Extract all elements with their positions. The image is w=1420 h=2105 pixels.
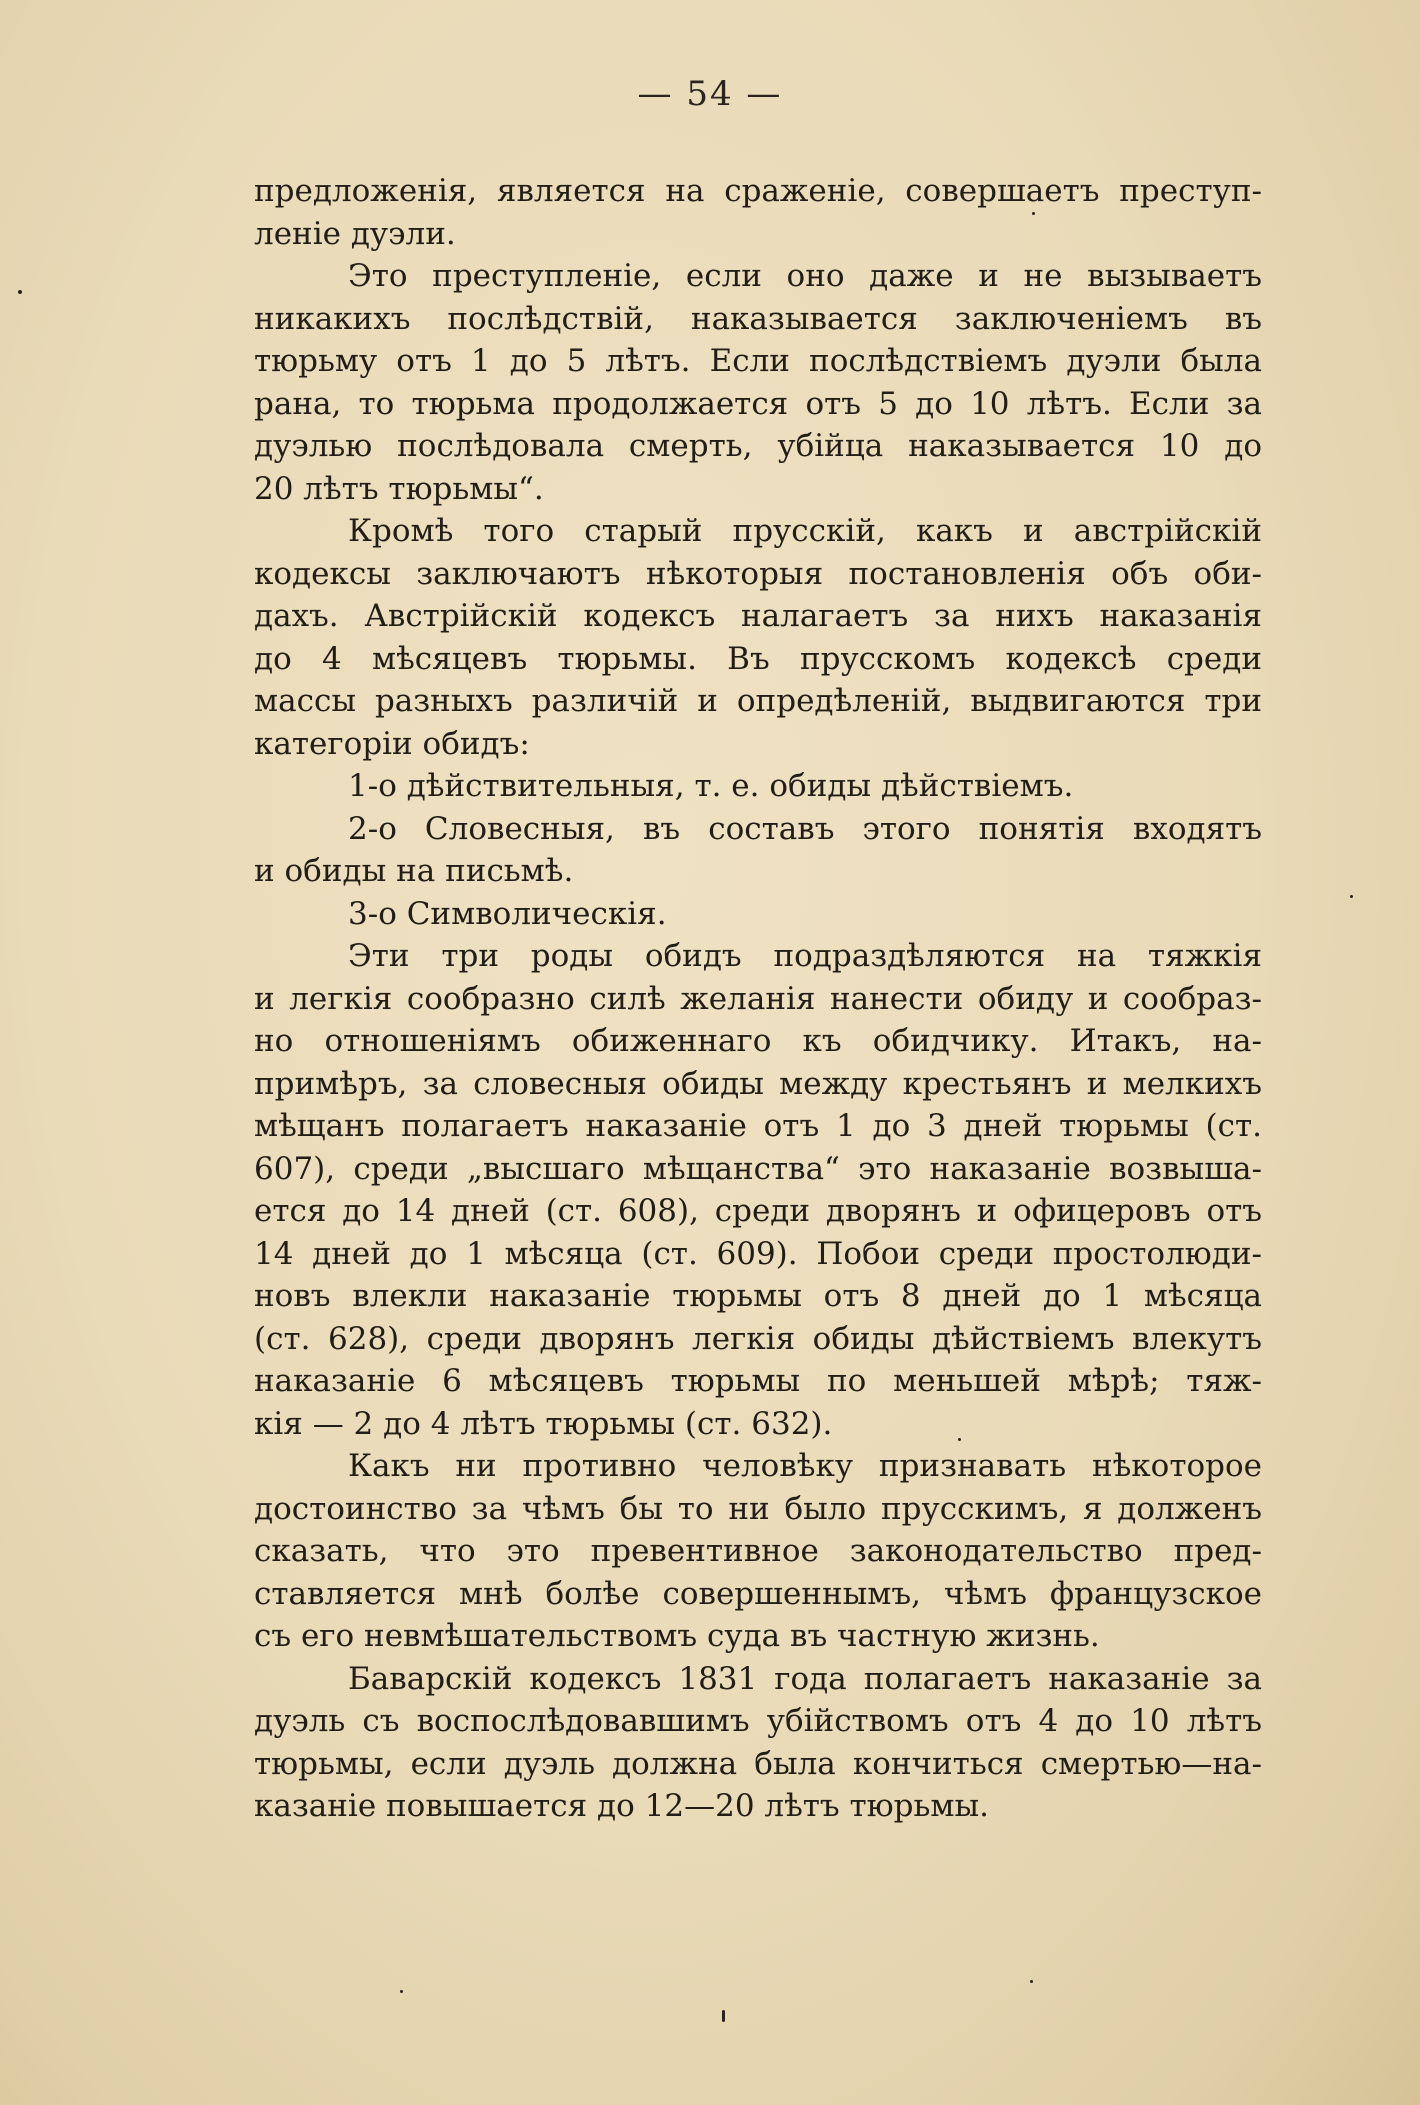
paragraph [254,935,1262,1445]
paragraph [254,1658,1262,1828]
text-line: наказаніе 6 мѣсяцевъ тюрьмы по меньшей мѣрѣ; тяж- [254,1363,1262,1399]
text-line: кодексы заключаютъ нѣкоторыя постановленія объ оби- [254,555,1262,592]
ink-speck [1350,895,1353,898]
ink-speck [722,2010,725,2022]
text-line: предложенія, является на сраженіе, совершаетъ преступ- [254,173,1262,209]
text-line: тюрьму отъ 1 до 5 лѣтъ. Если послѣдствіемъ дуэли была [254,343,1262,379]
text-line: достоинство за чѣмъ бы то ни было прусскимъ, я долженъ [254,1490,1262,1527]
text-line: 3-о Символическія. [348,895,667,932]
text-line: массы разныхъ различій и опредѣленій, выдвигаются три [254,683,1262,719]
body-text [254,170,1262,1828]
text-line: Это преступленіе, если оно даже и не вызываетъ [348,258,1262,294]
text-line: леніе дуэли. [254,215,456,252]
text-line: Эти три роды обидъ подраздѣляются на тяжкія [348,938,1262,974]
ink-speck [400,1990,403,1993]
text-line: 14 дней до 1 мѣсяца (ст. 609). Побои среди простолюди- [254,1235,1262,1272]
text-line: сказать, что это превентивное законодательство пред- [254,1533,1262,1569]
text-line: 1-о дѣйствительныя, т. е. обиды дѣйствіемъ. [348,768,1074,804]
text-line: Какъ ни противно человѣку признавать нѣкоторое [348,1448,1262,1484]
ink-speck [1030,1980,1033,1983]
text-line: ставляется мнѣ болѣе совершеннымъ, чѣмъ французское [254,1575,1262,1612]
text-line: 607), среди „высшаго мѣщанства“ это наказаніе возвыша- [254,1150,1262,1187]
ink-speck [958,1438,961,1441]
ink-speck [1032,212,1035,215]
text-line: съ его невмѣшательствомъ суда въ частную жизнь. [254,1618,1100,1654]
text-line: и обиды на письмѣ. [254,853,574,889]
text-line: дуэлью послѣдовала смерть, убійца наказывается 10 до [254,428,1262,464]
text-line: примѣръ, за словесныя обиды между крестьянъ и мелкихъ [254,1065,1262,1102]
text-line: 20 лѣтъ тюрьмы“. [254,470,544,507]
text-line: Баварскій кодексъ 1831 года полагаетъ наказаніе за [348,1660,1262,1697]
text-line: кія — 2 до 4 лѣтъ тюрьмы (ст. 632). [254,1405,833,1442]
text-line: категоріи обидъ: [254,725,530,762]
paragraph [254,808,1262,893]
paragraph [254,893,1262,936]
ink-speck [18,290,22,294]
text-line: никакихъ послѣдствій, наказывается заключеніемъ въ [254,300,1262,337]
text-line: но отношеніямъ обиженнаго къ обидчику. Итакъ, на- [254,1023,1262,1059]
paragraph [254,1445,1262,1658]
text-line: Кромѣ того старый прусскій, какъ и австрійскій [348,513,1262,549]
paragraph [254,510,1262,765]
text-line: (ст. 628), среди дворянъ легкія обиды дѣйствіемъ влекутъ [254,1320,1262,1357]
text-line: тюрьмы, если дуэль должна была кончиться смертью—на- [254,1745,1262,1782]
text-line: рана, то тюрьма продолжается отъ 5 до 10 лѣтъ. Если за [254,385,1262,422]
text-line: ется до 14 дней (ст. 608), среди дворянъ и офицеровъ отъ [254,1193,1262,1229]
text-line: дуэль съ воспослѣдовавшимъ убійствомъ отъ 4 до 10 лѣтъ [254,1703,1262,1739]
text-line: 2-о Словесныя, въ составъ этого понятія входятъ [348,810,1262,847]
text-line: казаніе повышается до 12—20 лѣтъ тюрьмы. [254,1788,990,1824]
page-number: — 54 — [637,74,783,114]
text-line: до 4 мѣсяцевъ тюрьмы. Въ прусскомъ кодексѣ среди [254,640,1262,677]
text-line: мѣщанъ полагаетъ наказаніе отъ 1 до 3 дней тюрьмы (ст. [254,1108,1262,1144]
paragraph [254,255,1262,510]
paragraph [254,765,1262,808]
paragraph [254,170,1262,255]
text-line: и легкія сообразно силѣ желанія нанести обиду и сообраз- [254,980,1262,1017]
text-line: новъ влекли наказаніе тюрьмы отъ 8 дней до 1 мѣсяца [254,1278,1262,1314]
text-line: дахъ. Австрійскій кодексъ налагаетъ за нихъ наказанія [254,598,1262,634]
